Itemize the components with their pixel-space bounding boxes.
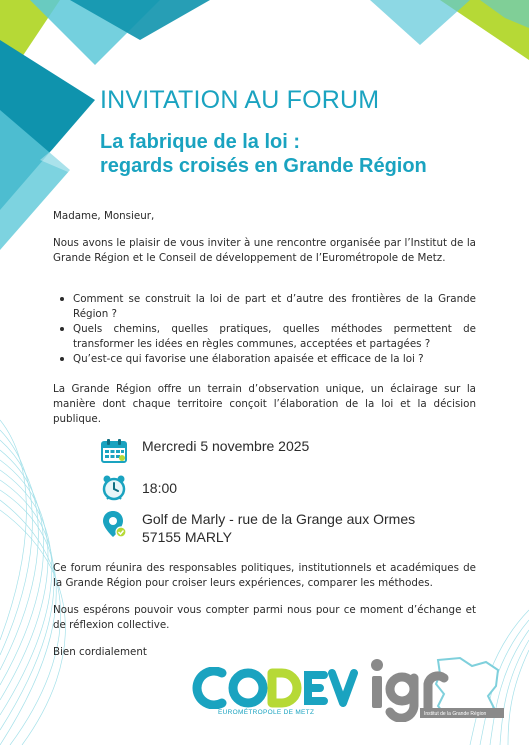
- event-place-text: [142, 510, 415, 546]
- page-subtitle: [100, 130, 520, 178]
- closing: Bien cordialement: [53, 646, 147, 658]
- outro-paragraph-2: Nous espérons pouvoir vous compter parmi nous pour ce moment d’échange et de réflexion collective.: [53, 604, 476, 631]
- page-title: INVITATION AU FORUM: [100, 86, 380, 114]
- outro-paragraph-1: Ce forum réunira des responsables politiques, institutionnels et académiques de la Grande Région pour croiser leurs expériences, comparer les méthodes.: [53, 562, 476, 589]
- event-time: [100, 474, 177, 502]
- event-date: [100, 437, 309, 465]
- context-paragraph: La Grande Région offre un terrain d’observation unique, un éclairage sur la manière dont chaque territoire conçoit l’élaboration de la loi et la décision publique.: [53, 383, 476, 425]
- codev-logo: [186, 667, 358, 709]
- subtitle-line-1: La fabrique de la loi :: [100, 131, 301, 153]
- event-time-text: 18:00: [142, 480, 178, 496]
- list-item: Quels chemins, quelles pratiques, quelles méthodes permettent de transformer les idées en règles communes, acceptées et partagées ?: [53, 322, 476, 352]
- place-line-1: Golf de Marly - rue de la Grange aux Ormes: [142, 511, 416, 527]
- event-date-text: Mercredi 5 novembre 2025: [142, 438, 310, 454]
- list-item: Qu’est-ce qui favorise une élaboration apaisée et efficace de la loi ?: [53, 352, 476, 367]
- subtitle-line-2: regards croisés en Grande Région: [100, 155, 427, 177]
- alarm-clock-icon: [100, 474, 128, 502]
- intro-paragraph: Nous avons le plaisir de vous inviter à une rencontre organisée par l’Institut de la Grande Région et le Conseil de développement de l’Eurométropole de Metz.: [53, 237, 476, 264]
- codev-tagline: EUROMÉTROPOLE DE METZ: [218, 709, 315, 716]
- place-line-2: 57155 MARLY: [142, 529, 233, 545]
- list-item: Comment se construit la loi de part et d’autre des frontières de la Grande Région ?: [53, 292, 476, 322]
- igr-tagline: Institut de la Grande Région: [424, 711, 487, 717]
- location-pin-icon: [100, 510, 128, 538]
- calendar-icon: [100, 437, 128, 465]
- questions-list: [53, 292, 476, 367]
- event-place: [100, 510, 415, 546]
- greeting: Madame, Monsieur,: [53, 210, 155, 222]
